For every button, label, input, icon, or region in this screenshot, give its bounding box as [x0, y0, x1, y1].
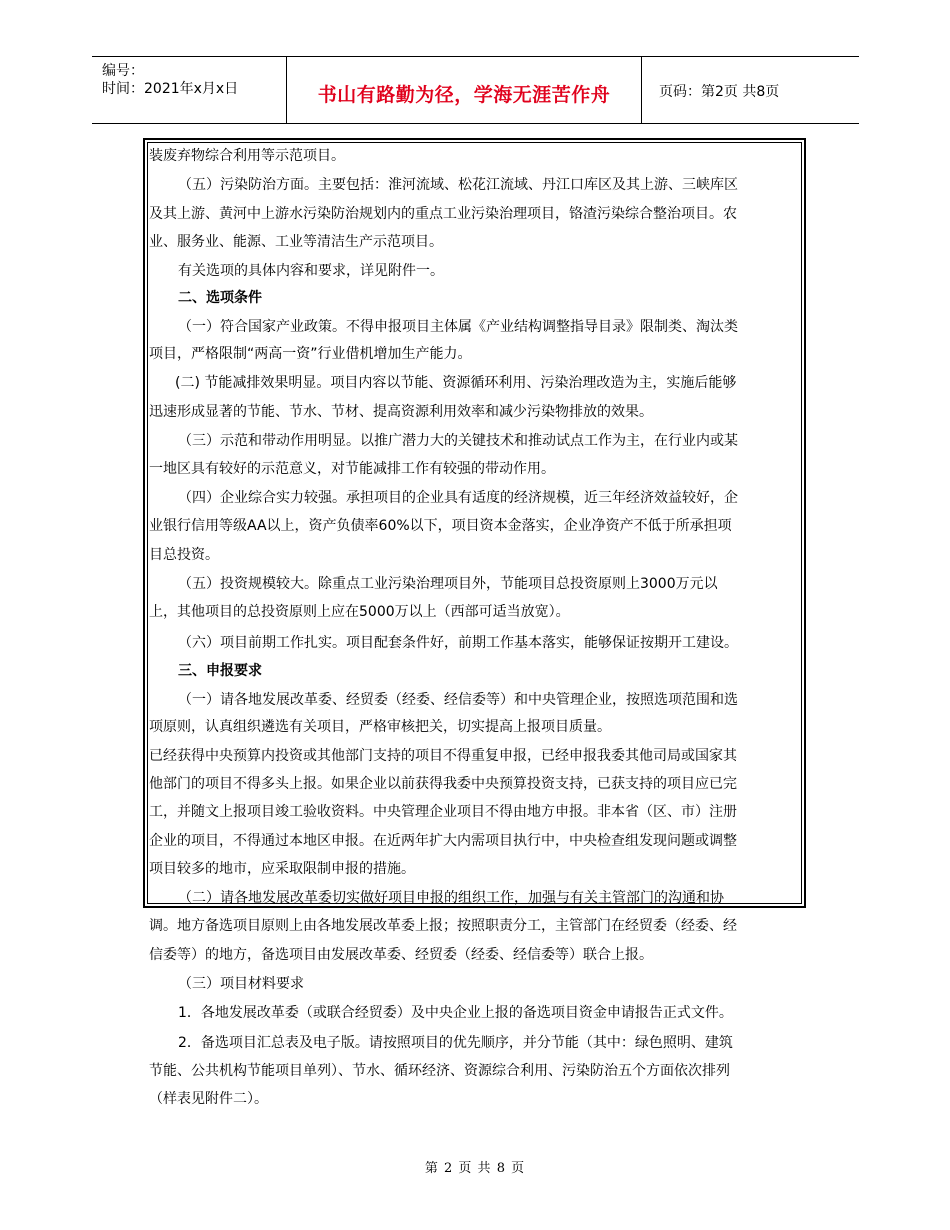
text-line: 业银行信用等级AA以上，资产负债率60%以下，项目资本金落实，企业净资产不低于所承担项: [149, 518, 732, 534]
text-line: （三）示范和带动作用明显。以推广潜力大的关键技术和推动试点工作为主，在行业内或某: [178, 433, 738, 449]
text-line: 目总投资。: [149, 547, 219, 563]
page-info: 页码：第2页 共8页: [659, 84, 780, 100]
number-label: 编号：: [102, 63, 144, 79]
text-line: 2．备选项目汇总表及电子版。请按照项目的优先顺序，并分节能（其中：绿色照明、建筑: [178, 1035, 733, 1051]
text-line: 上，其他项目的总投资原则上应在5000万以上（西部可适当放宽）。: [149, 604, 570, 620]
section-heading: 二、选项条件: [178, 290, 262, 306]
text-line: 一地区具有较好的示范意义，对节能减排工作有较强的带动作用。: [149, 461, 555, 477]
text-line: 已经获得中央预算内投资或其他部门支持的项目不得重复申报，已经申报我委其他司局或国家其: [149, 748, 737, 764]
page-footer: 第 2 页 共 8 页: [424, 1161, 526, 1176]
header-meta: [92, 57, 286, 123]
text-line: （二）请各地发展改革委切实做好项目申报的组织工作，加强与有关主管部门的沟通和协: [178, 890, 724, 906]
text-line: （一）符合国家产业政策。不得申报项目主体属《产业结构调整指导目录》限制类、淘汰类: [178, 319, 738, 335]
text-line: 迅速形成显著的节能、节水、节材、提高资源利用效率和减少污染物排放的效果。: [149, 404, 653, 420]
section-heading: 三、申报要求: [178, 663, 262, 679]
text-line: 业、服务业、能源、工业等清洁生产示范项目。: [149, 234, 443, 250]
text-line: 他部门的项目不得多头上报。如果企业以前获得我委中央预算投资支持，已获支持的项目应已完: [149, 776, 737, 792]
text-line: 项目较多的地市，应采取限制申报的措施。: [149, 861, 415, 877]
text-line: （三）项目材料要求: [178, 976, 304, 992]
text-line: (二) 节能减排效果明显。项目内容以节能、资源循环利用、污染治理改造为主，实施后能够: [175, 375, 737, 391]
motto-text: 书山有路勤为径，学海无涯苦作舟: [317, 84, 611, 106]
text-line: 有关选项的具体内容和要求，详见附件一。: [178, 263, 444, 279]
text-line: （五）投资规模较大。除重点工业污染治理项目外，节能项目总投资原则上3000万元以: [178, 576, 718, 592]
header-motto-cell: [286, 57, 642, 123]
time-label: 时间：2021年x月x日: [102, 81, 239, 97]
text-line: 调。地方备选项目原则上由各地发展改革委上报；按照职责分工，主管部门在经贸委（经委、经: [149, 918, 737, 934]
page-header: [92, 56, 859, 124]
text-line: 工，并随文上报项目竣工验收资料。中央管理企业项目不得由地方申报。非本省（区、市）注册: [149, 804, 737, 820]
text-line: （一）请各地发展改革委、经贸委（经委、经信委等）和中央管理企业，按照选项范围和选: [178, 692, 738, 708]
text-line: 节能、公共机构节能项目单列）、节水、循环经济、资源综合利用、污染防治五个方面依次排列: [149, 1063, 730, 1079]
text-line: （五）污染防治方面。主要包括：淮河流域、松花江流域、丹江口库区及其上游、三峡库区: [178, 177, 738, 193]
text-line: 项原则，认真组织遴选有关项目，严格审核把关，切实提高上报项目质量。: [149, 719, 611, 735]
text-line: 信委等）的地方，备选项目由发展改革委、经贸委（经委、经信委等）联合上报。: [149, 947, 653, 963]
text-line: 项目，严格限制“两高一资”行业借机增加生产能力。: [149, 346, 472, 362]
text-line: （样表见附件二）。: [149, 1091, 268, 1107]
text-line: 装废弃物综合利用等示范项目。: [149, 148, 345, 164]
text-line: （六）项目前期工作扎实。项目配套条件好，前期工作基本落实，能够保证按期开工建设。: [178, 635, 738, 651]
text-line: （四）企业综合实力较强。承担项目的企业具有适度的经济规模，近三年经济效益较好，企: [178, 490, 738, 506]
text-line: 1．各地发展改革委（或联合经贸委）及中央企业上报的备选项目资金申请报告正式文件。: [178, 1005, 733, 1021]
text-line: 及其上游、黄河中上游水污染防治规划内的重点工业污染治理项目，铬渣污染综合整治项目。农: [149, 206, 737, 222]
text-line: 企业的项目，不得通过本地区申报。在近两年扩大内需项目执行中，中央检查组发现问题或调整: [149, 833, 737, 849]
